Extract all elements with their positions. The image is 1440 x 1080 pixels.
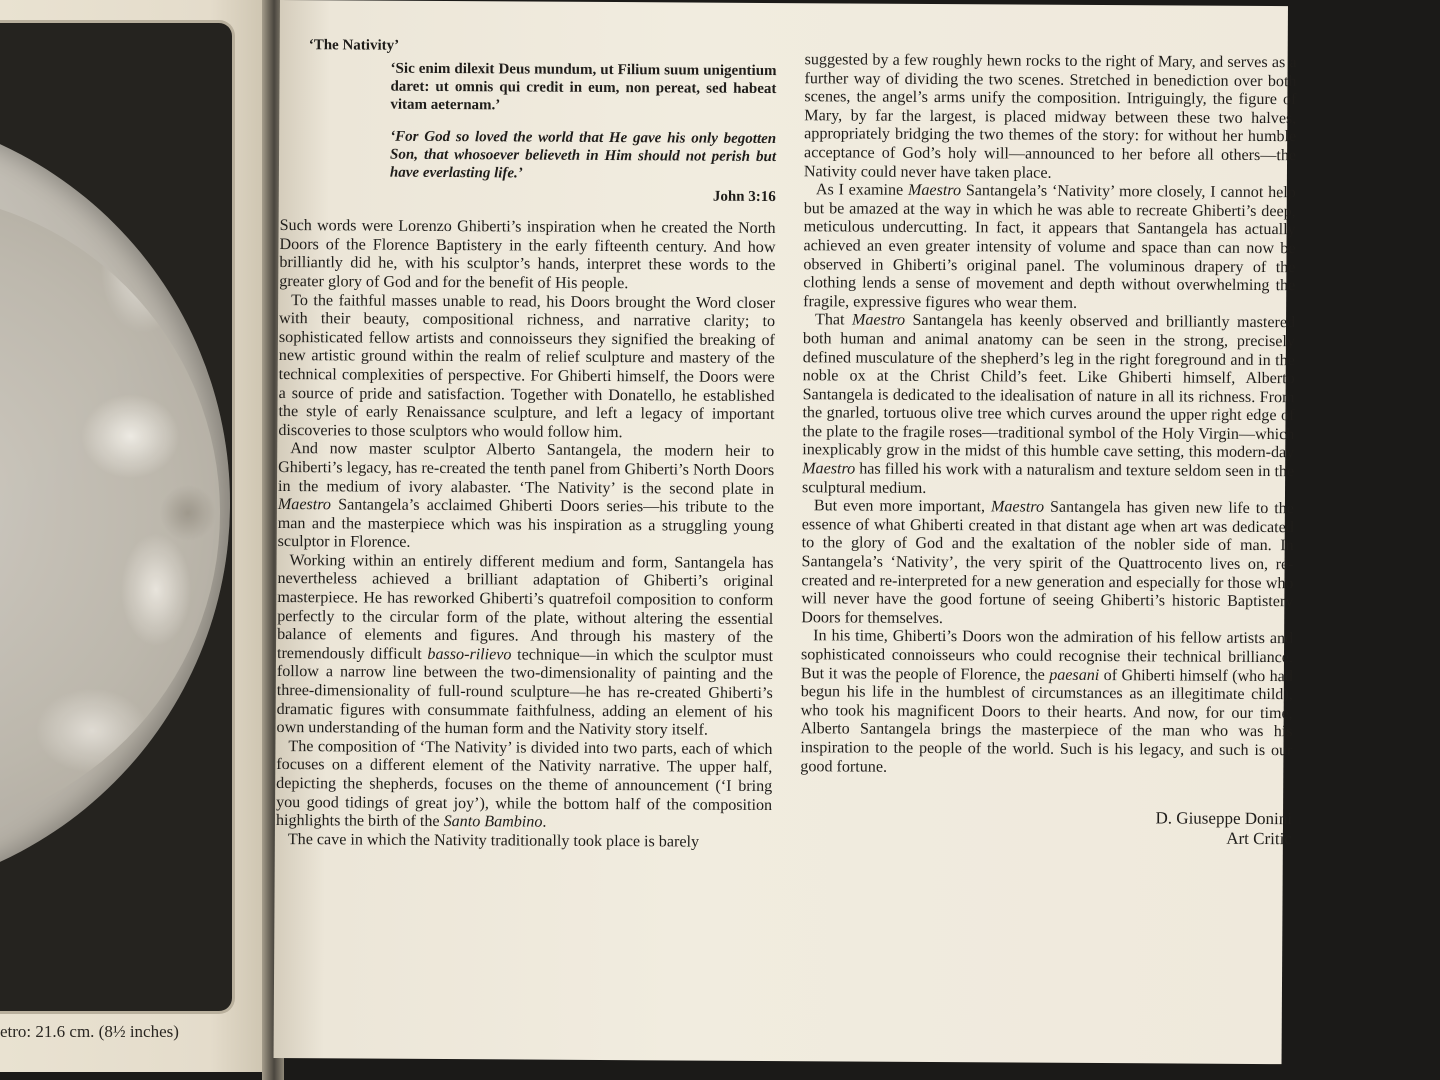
left-page	[0, 0, 262, 1072]
paragraph: Such words were Lorenzo Ghiberti’s inspiration when he created the North Doors of the Florence Baptistery in the early fifteenth century. And how brilliantly did he, with his sculptor’s hands, interpret these words to the greater glory of God and for the benefit of His people.	[279, 217, 776, 293]
article-column-right	[800, 51, 1297, 849]
paragraph: The composition of ‘The Nativity’ is divided into two parts, each of which focuses on a different element of the Nativity narrative. The upper half, depicting the shepherds, focuses on the theme of announcement (‘I bring you good tidings of great joy’), while the bottom half of the composition highlights the birth of the Santo Bambino.	[275, 737, 773, 831]
author-name: D. Giuseppe Donini	[1155, 808, 1293, 829]
author-role: Art Critic	[1226, 828, 1292, 849]
paragraph: That Maestro Santangela has keenly observed and brilliantly mastered both human and animal anatomy can be seen in the strong, precisely defined musculature of the shepherd’s leg in the right foreground and in the noble ox at the Christ Child’s feet. Like Ghiberti himself, Alberto Santangela is dedicated to the idealisation of nature in all its richness. From the gnarled, tortuous olive tree which curves around the upper right edge of the plate to the fragile roses—traditional symbol of the Holy Virgin—which inexplicably grow in the midst of this humble cave setting, this modern-day Maestro has filled his work with a naturalism and texture seldom seen in the sculptural medium.	[801, 311, 1296, 497]
paragraph: To the faithful masses unable to read, his Doors brought the Word closer with their beauty, compositional richness, and narrative clarity; to sophisticated fellow artists and connoisseurs they signified the breaking of new artistic ground within the realm of relief sculpture and mastery of the technical complexities of perspective. For Ghiberti himself, the Doors were a source of pride and satisfaction. Together with Donatello, he established the style of early Renaissance sculpture, and left a legacy of important discoveries to those sculptors who would follow him.	[278, 291, 776, 441]
page-title: ‘The Nativity’	[308, 37, 400, 54]
paragraph: In his time, Ghiberti’s Doors won the admiration of his fellow artists and sophisticated connoisseurs who could recognise their technical brilliance. But it was the people of Florence, the paesani of Ghiberti himself (who had begun his life in the humblest of circumstances as an illegitimate child), who took his magnificent Doors to their hearts. And now, for our time, Alberto Santangela brings the masterpiece of the man who was his inspiration to the people of the world. Such is his legacy, and such is our good fortune.	[800, 627, 1294, 776]
plate-relief-image	[0, 193, 220, 833]
paragraph: suggested by a few roughly hewn rocks to the right of Mary, and serves as a further way of dividing the two scenes. Stretched in benediction over both scenes, the angel’s arms unify the composition. Intriguingly, the figure of Mary, by far the largest, is placed midway between these two halves, appropriately bridging the two themes of the story: for without her humble acceptance of God’s holy will—announced to her before all others—the Nativity could never have taken place.	[803, 51, 1297, 182]
latin-quote: ‘Sic enim dilexit Deus mundum, ut Filium suum unigentium daret: ut omnis qui credit in eum, non pereat, sed habeat vitam aeternam.’	[390, 60, 777, 113]
paragraph: And now master sculptor Alberto Santangela, the modern heir to Ghiberti’s legacy, has re-created the tenth panel from Ghiberti’s North Doors in the medium of ivory alabaster. ‘The Nativity’ is the second plate in Maestro Santangela’s acclaimed Ghiberti Doors series—his tribute to the man and the masterpiece which was his inspiration as a struggling young sculptor in Florence.	[277, 440, 775, 552]
author-signature	[800, 806, 1292, 849]
paragraph: As I examine Maestro Santangela’s ‘Nativity’ more closely, I cannot help but be amazed at the way in which he was able to recreate Ghiberti’s deep, meticulous undercutting. In fact, it appears that Santangela has actually achieved an even greater intensity of volume and space than can now be observed in Ghiberti’s original panel. The voluminous drapery of the clothing lends a sense of movement and depth without overwhelming the fragile, expressive figures who wear them.	[803, 181, 1296, 312]
quote-reference: John 3:16	[712, 188, 776, 205]
english-quote: ‘For God so loved the world that He gave his only begotten Son, that whosoever believeth in Him should not perish but have everlasting life.’	[389, 128, 777, 182]
paragraph: The cave in which the Nativity traditionally took place is barely	[287, 830, 700, 851]
plate-photo	[0, 20, 235, 1014]
paragraph: Working within an entirely different medium and form, Santangela has nevertheless achieved a brilliant adaptation of Ghiberti’s original masterpiece. He has reworked Ghiberti’s quatrefoil composition to conform perfectly to the circular form of the plate, without altering the essential balance of elements and figures. And through his mastery of the tremendously difficult basso-rilievo technique—in which the sculptor must follow a narrow line between the two-dimensionality of painting and the three-dimensionality of full-round sculpture—he has re-created Ghiberti’s dramatic figures with consummate faithfulness, adding an element of his own understanding of the human form and the Nativity story itself.	[276, 551, 774, 739]
right-page	[274, 0, 1297, 1064]
paragraph: But even more important, Maestro Santangela has given new life to the essence of what Ghiberti created in that distant age when art was dedicated to the glory of God and the exaltation of the nobler side of man. In Santangela’s ‘Nativity’, the very spirit of the Quattrocento lives on, re-created and re-interpreted for a new generation and especially for those who will never have the good fortune of seeing Ghiberti’s historic Baptistery Doors for themselves.	[801, 497, 1294, 627]
article-column-left	[276, 36, 777, 852]
plate-dimension-caption: etro: 21.6 cm. (8½ inches)	[0, 1022, 179, 1041]
